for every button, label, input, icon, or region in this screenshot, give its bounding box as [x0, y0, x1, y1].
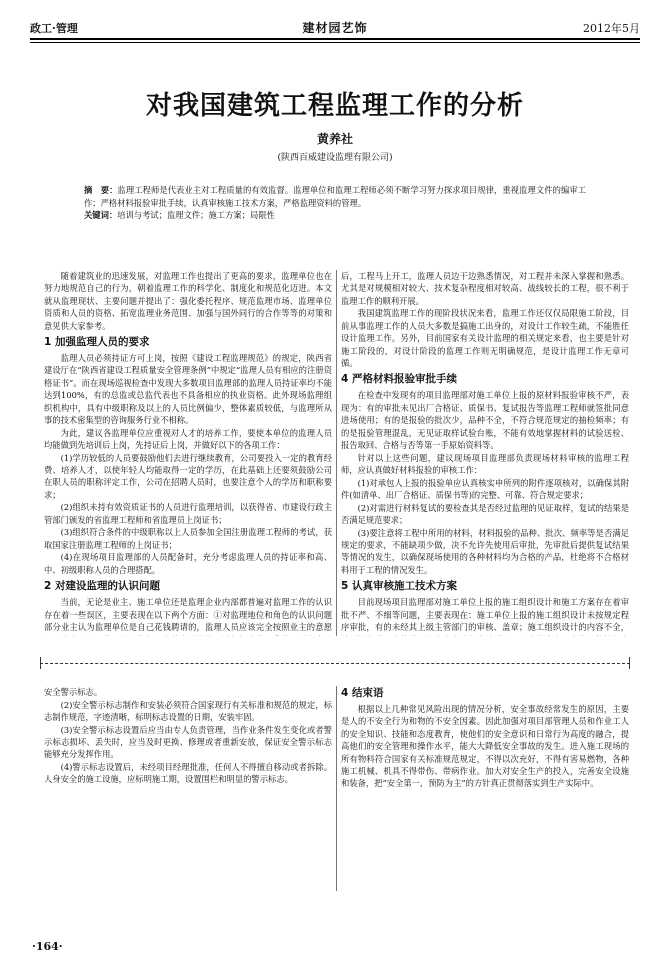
- keywords-label: 关键词：: [84, 210, 118, 220]
- body-column-top-left: [44, 270, 332, 636]
- paragraph: 我国建筑监理工作的现阶段状况来看，监理工作还仅仅局限施工阶段，目前从事监理工作的人员大多数是搞施工出身的，对设计工作较生疏，不能胜任设计监理工作。另外，目前国家有关设计监理的相关规定来看，也主要是针对施工阶段的，对设计阶段的监理工作则无明确规范，是设计监理工作无章可循。: [341, 308, 629, 369]
- list-paragraph: (4)在现场项目监理部的人员配备时，充分考虑监理人员的持证率和高、中、初级职称人员的合理搭配。: [44, 552, 332, 575]
- article-title: 对我国建筑工程监理工作的分析: [145, 91, 524, 121]
- body-column-bottom-right: [341, 686, 629, 891]
- paragraph: 针对以上这些问题，建议现场项目监理部负责现场材料审核的监理工程师，应认真做好材料报验的审核工作：: [341, 452, 629, 476]
- column-divider-bottom: [336, 686, 337, 891]
- paragraph: 根据以上几种常见风险出现的情况分析，安全事故经常发生的原因，主要是人的不安全行为和物的不安全因素。因此加强对项目部管理人员和作业工人的安全知识、技能和态度教育，使他们的安全意识和日常行为高度的融合，提高他们的安全管理和操作水平，能大大降低安全事故的发生。进入施工现场的所有物料符合国家有关标准规范规定，不得以次充好，不得有害易燃物，各种施工机械、机具不得带伤、带病作业。加大对安全生产的投入，完善安全设施和装备，把“安全第一，预防为主”的方针真正贯彻落实到生产实际中。: [341, 704, 629, 789]
- paragraph: 后，工程马上开工，监理人员边干边熟悉情况，对工程并未深入掌握和熟悉。尤其是对规模相对较大、技术复杂程度相对较高、战线较长的工程，很不利于监理工作的顺利开展。: [341, 271, 629, 306]
- abstract-label: 摘 要：: [84, 185, 118, 195]
- header-journal: 建材园艺饰: [302, 21, 368, 35]
- section-heading-4: 4 严格材料报验审批手续: [341, 373, 457, 386]
- list-paragraph: (1)对承包人上报的报验单应认真核实申所列的附件逐项核对，以确保其附件(如清单、出厂合格证、质保书等)的完整、可靠、符合规定要求；: [341, 477, 629, 501]
- body-column-bottom-left: [44, 686, 332, 891]
- paragraph: 目前现场项目监理部对施工单位上报的施工组织设计和施工方案存在着审批不严、不细等问题，主要表现在：施工单位上报的施工组织设计未按规定程序审批，有的未经其上级主管部门的审核、盖章；施工组织设计的内容不全，: [341, 597, 629, 633]
- keywords-text: 培训与考试；监理文件；施工方案；局限性: [117, 210, 275, 220]
- header-rule-thin: [30, 42, 640, 43]
- paragraph: 在检查中发现有的项目监理部对施工单位上报的原材料报验审核不严，表现为：有的审批未见出厂合格证、质保书、复试报告等监理工程师就签批同意进场使用；有的是报验的批次少，品种不全，不符合规范规定的抽检频率；有的是报验管理混乱，无见证取样试验台账，不能有效地掌握材料的试验送检、报告取回、合格与否等第一手原始资料等。: [341, 390, 629, 451]
- body-column-top-right: [341, 270, 629, 636]
- section-heading-5: 5 认真审核施工技术方案: [341, 580, 457, 593]
- header-date: 2012年5月: [583, 22, 640, 35]
- list-paragraph: (3)组织符合条件的中级职称以上人员参加全国注册监理工程师的考试，获取国家注册监理工程师的上岗证书；: [44, 527, 332, 550]
- article-author: 黄养社: [316, 132, 353, 146]
- list-paragraph: (2)对需进行材料复试的要检查其是否经过监理的见证取样，复试的结果是否满足规范要求；: [341, 502, 629, 526]
- running-header: [30, 10, 640, 40]
- list-paragraph: (1)学历较低的人员要鼓励他们去进行继续教育，公司要投入一定的教育经费、培养人才，以使年轻人均能取得一定的学历，在此基础上还要须鼓励公司在职人员的职称评定工作，公司在招聘人员时，也要注意个人的学历和职称要求；: [44, 452, 332, 500]
- section-heading-2: 2 对建设监理的认识问题: [44, 580, 160, 593]
- divider-tick-right: [629, 657, 630, 669]
- list-paragraph: (3)安全警示标志设置后应当由专人负责管理，当作业条件发生变化或者警示标志损坏、丢失时，应当及时更换、修理或者重新安放，保证安全警示标志能够充分发挥作用。: [44, 724, 332, 760]
- section-heading-conclusion: 4 结束语: [341, 687, 384, 699]
- list-paragraph: (4)警示标志设置后，未经项目经理批准，任何人不得擅自移动或者拆除。人身安全的施工设施，应标明施工期，设置围栏和明显的警示标志。: [44, 762, 332, 785]
- abstract-text: 监理工程师是代表业主对工程质量的有效监督。监理单位和监理工程师必须不断学习努力探求项目规律，重视监理文件的编审工作；严格材料报验审批手续，认真审核施工技术方案，严格监理资料的管理。: [84, 185, 586, 208]
- article-affiliation: (陕西百威建设监理有限公司): [277, 153, 393, 163]
- list-paragraph: (2)组织未持有效资质证书的人员进行监理培训，以获得省、市建设行政主管部门颁发的省监理工程师和省监理员上岗证书；: [44, 502, 332, 525]
- column-divider: [336, 270, 337, 636]
- paragraph: 为此，建议各监理单位应重视对人才的培养工作，要使本单位的监理人员均能做到先培训后上岗，先持证后上岗，并做好以下的各项工作：: [44, 427, 332, 451]
- header-section: 政工·管理: [30, 22, 78, 35]
- paragraph: 当前，无论是业主、施工单位还是监理企业内部都普遍对监理工作的认识存在着一些误区，主要表现在以下两个方面：①对监理地位和角色的认识问题部分业主认为监理单位是自己花钱聘请的，监理人员应该完全按照业主的意愿: [44, 597, 332, 633]
- list-paragraph: (3)要注意将工程中所用的材料，材料报验的品种、批次、频率等是否满足规定的要求，不能缺项少做，决不允许先使用后审批，先审批后提供复试结果等情况的发生，以确保现场使用的各种材料均为合格的产品，杜绝将不合格材料用于工程的情况发生。: [341, 527, 629, 575]
- paragraph: 监理人员必须持证方可上岗，按照《建设工程监理规范》的规定，陕西省建设厅在“陕西省建设工程质量安全管理条例”中规定“监理人员有相应的注册资格证书”。而在现场巡视检查中发现大多数项目监理部的监理人员持证率均不能达到100%，有的总监或总监代表也不具备相应的执业资格。此外现场监理组织机构中，具有中级职称及以上的人员比例偏少，整体素质较低，与监理所从事的技术密集型的咨询服务行业不相称。: [44, 353, 332, 426]
- article-separator-rule: [40, 663, 630, 664]
- page-number: ·164·: [32, 940, 63, 953]
- header-rule: [30, 38, 640, 40]
- section-heading-1: 1 加强监理人员的要求: [44, 336, 150, 349]
- intro-paragraph: 随着建筑业的迅速发展，对监理工作也提出了更高的要求，监理单位也在努力地规范自己的行为，朝着监理工作的科学化、制度化和规范化迈进。本文就从监理现状、主要问题并提出了：强化委托程序、规范监理市场、监理单位资质和人员的资格、拓宽监理业务范围、加强与国外同行的合作等等的对策和意见供大家参考。: [44, 271, 332, 331]
- abstract-block: [84, 184, 586, 222]
- paragraph: 安全警示标志。: [44, 687, 103, 697]
- list-paragraph: (2)安全警示标志制作和安装必须符合国家现行有关标准和规范的规定，标志制作规范，字迹清晰，标明标志设置的日期，安装牢固。: [44, 699, 332, 722]
